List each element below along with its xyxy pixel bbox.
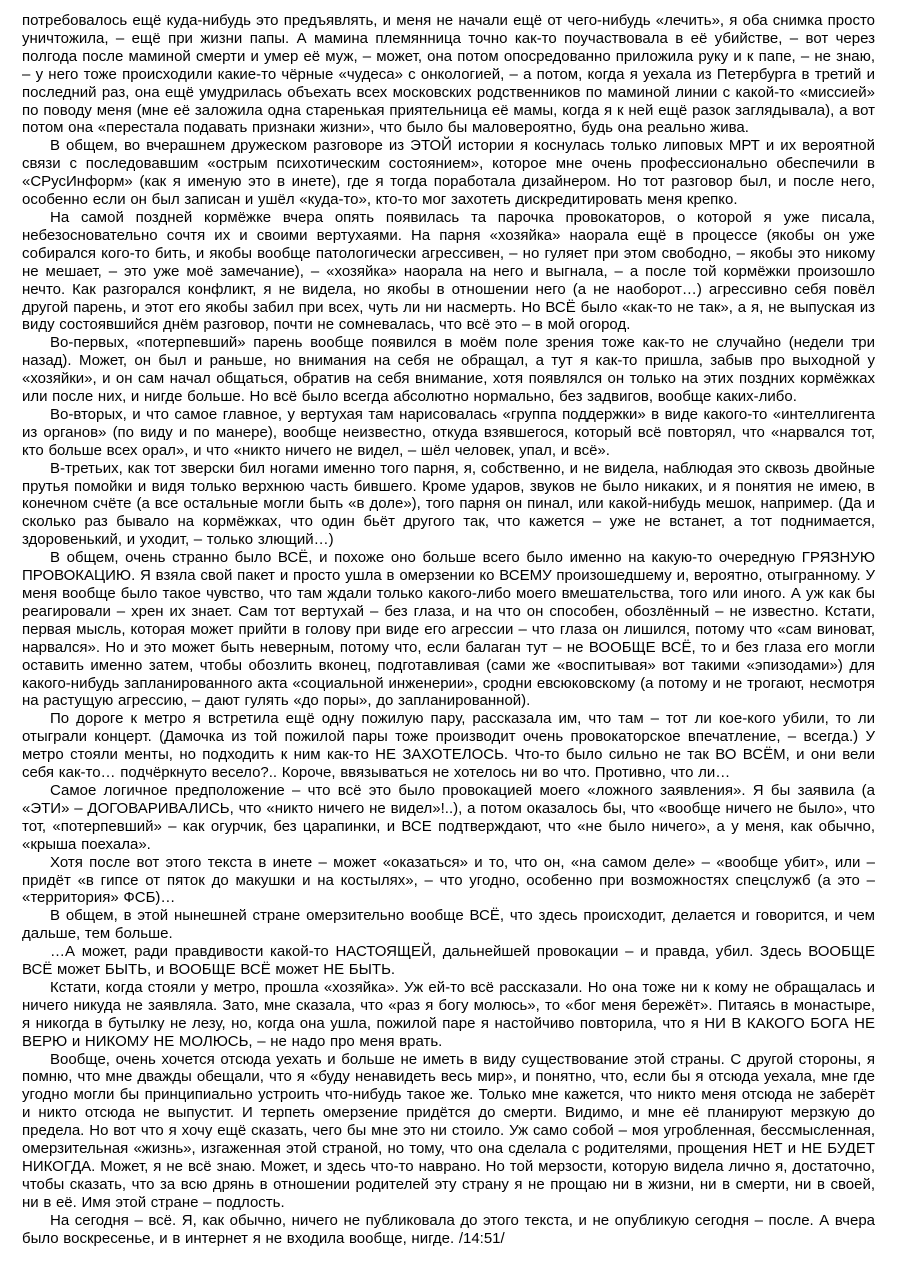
paragraph: В общем, во вчерашнем дружеском разговоре из ЭТОЙ истории я коснулась только липовых МРТ и их вероятной связи с последовавшим «острым психотическим состоянием», которое мне очень профессионально обеспечили в «СРусИнформ» (как я именую это в инете), где я тогда поработала дизайнером. Но тот разговор был, и после него, особенно если он был записан и ушёл «куда-то», кто-то мог захотеть дискредитировать меня крепко. [22, 137, 875, 209]
paragraph: …А может, ради правдивости какой-то НАСТОЯЩЕЙ, дальнейшей провокации – и правда, убил. Здесь ВООБЩЕ ВСЁ может БЫТЬ, и ВООБЩЕ ВСЁ может НЕ БЫТЬ. [22, 943, 875, 979]
paragraph: Вообще, очень хочется отсюда уехать и больше не иметь в виду существование этой страны. С другой стороны, я помню, что мне дважды обещали, что я «буду ненавидеть весь мир», и понятно, что, если бы я отсюда уехала, мне где угодно могли бы принципиально устроить что-нибудь такое же. Только мне кажется, что никто меня отсюда не заберёт и никто отсюда не выпустит. И терпеть омерзение придётся до смерти. Видимо, и мне её планируют мерзкую до предела. Но вот что я хочу ещё сказать, чего бы мне это ни стоило. Уж само собой – моя угробленная, бессмысленная, омерзительная «жизнь», изгаженная этой страной, но тому, что она сделала с родителями, прощения НЕТ и НЕ БУДЕТ НИКОГДА. Может, я не всё знаю. Может, и здесь что-то наврано. Но той мерзости, которую видела лично я, достаточно, чтобы сказать, что за всю дрянь в отношении родителей эту страну я не прощаю ни в жизни, ни в смерти, ни в своей, ни в её. Имя этой стране – подлость. [22, 1050, 875, 1211]
paragraph: Хотя после вот этого текста в инете – может «оказаться» и то, что он, «на самом деле» – «вообще убит», или – придёт «в гипсе от пяток до макушки и на костылях», – что угодно, особенно при возможностях спецслужб (а это – «территория» ФСБ)… [22, 853, 875, 907]
paragraph: По дороге к метро я встретила ещё одну пожилую пару, рассказала им, что там – тот ли кое-кого убили, то ли отыграли концерт. (Дамочка из той пожилой пары тоже производит очень провокаторское впечатление, – всегда.) У метро стояли менты, но подходить к ним как-то НЕ ЗАХОТЕЛОСЬ. Что-то было сильно не так ВО ВСЁМ, и они вели себя как-то… подчёркнуто весело?.. Короче, ввязываться не хотелось ни во что. Противно, что ли… [22, 710, 875, 782]
paragraph: Кстати, когда стояли у метро, прошла «хозяйка». Уж ей-то всё рассказали. Но она тоже ни к кому не обращалась и ничего никуда не заявляла. Зато, мне сказала, что «раз я богу молюсь», то «бог меня бережёт». Питаясь в монастыре, я никогда в бутылку не лезу, но, когда она ушла, пожилой паре я настойчиво повторила, что я НИ В КАКОГО БОГА НЕ ВЕРЮ и НИКОМУ НЕ МОЛЮСЬ, – не надо про меня врать. [22, 978, 875, 1050]
paragraph: В-третьих, как тот зверски бил ногами именно того парня, я, собственно, и не видела, наблюдая это сквозь двойные прутья помойки и видя только верхнюю часть бившего. Кроме ударов, звуков не было никаких, и я понятия не имею, в конечном счёте (а все остальные могли быть «в доле»), того парня он пинал, или какой-нибудь мешок, например. (Да и сколько раз бывало на кормёжках, что один бьёт другого так, что кажется – уже не встанет, а тот поднимается, здоровенький, и уходит, – только злющий…) [22, 459, 875, 549]
paragraph: Самое логичное предположение – что всё это было провокацией моего «ложного заявления». Я бы заявила (а «ЭТИ» – ДОГОВАРИВАЛИСЬ, что «никто ничего не видел»!..), а потом оказалось бы, что «вообще ничего не было», что тот, «потерпевший» – как огурчик, без царапинки, и ВСЕ подтверждают, что «не было ничего», а у меня, как обычно, «крыша поехала». [22, 781, 875, 853]
paragraph: В общем, очень странно было ВСЁ, и похоже оно больше всего было именно на какую-то очередную ГРЯЗНУЮ ПРОВОКАЦИЮ. Я взяла свой пакет и просто ушла в омерзении ко ВСЕМУ произошедшему и, вероятно, отыгранному. У меня вообще было такое чувство, что там ждали только какого-либо моего вмешательства, того или иного. А уж как бы реагировали – хрен их знает. Сам тот вертухай – без глаза, и на что он способен, обозлённый – не известно. Кстати, первая мысль, которая может прийти в голову при виде его агрессии – что глаза он лишился, потому что «сам виноват, нарвался». Но и это может быть неверным, потому что, если балаган тут – не ВООБЩЕ ВСЁ, то и без глаза его могли оставить именно затем, чтобы обозлить вконец, подготавливая (сами же «воспитывая» вот такими «эпизодами») для какого-нибудь запланированного акта «социальной инженерии», сродни евсюковскому (а потому и не трогают, несмотря на растущую агрессию, – дают гулять «до поры», до запланированной). [22, 549, 875, 710]
paragraph: потребовалось ещё куда-нибудь это предъявлять, и меня не начали ещё от чего-нибудь «лечить», я оба снимка просто уничтожила, – ещё при жизни папы. А мамина племянница точно как-то поучаствовала в её убийстве, – вот через полгода после маминой смерти и умер её муж, – может, она потом опосредованно приложила руку и к папе, – не знаю, – у него тоже происходили какие-то чёрные «чудеса» с онкологией, – а потом, когда я уехала из Петербурга в третий и последний раз, она ещё умудрилась объехать всех московских родственников по маминой линии с какой-то «миссией» по поводу меня (мне её заложила одна старенькая приятельница её мамы, когда я к ней ещё разок заглядывала), а вот потом она «перестала подавать признаки жизни», что было бы маловероятно, будь она реально жива. [22, 12, 875, 137]
paragraph: Во-первых, «потерпевший» парень вообще появился в моём поле зрения тоже как-то не случайно (недели три назад). Может, он был и раньше, но внимания на себя не обращал, а тут я как-то пришла, забыв про выходной у «хозяйки», и он сам начал общаться, обратив на себя внимание, хотя появлялся он только на этих поздних кормёжках или после них, и нигде больше. Но всё было всегда абсолютно нормально, без задвигов, вообще каких-либо. [22, 334, 875, 406]
paragraph: На самой поздней кормёжке вчера опять появилась та парочка провокаторов, о которой я уже писала, небезосновательно сочтя их и своими вертухаями. На парня «хозяйка» наорала ещё в процессе (якобы он уже собирался кого-то бить, и якобы вообще патологически агрессивен, – но гуляет при этом свободно, – якобы это никому не мешает, – это уже моё замечание), – «хозяйка» наорала на него и выгнала, – а после той кормёжки произошло нечто. Как разгорался конфликт, я не видела, но якобы в отношении него (а не наоборот…) агрессивно себя повёл другой парень, и этот его якобы забил при всех, чуть ли ни насмерть. Но ВСЁ было «как-то не так», а я, не выпуская из виду состоявшийся днём разговор, почти не сомневалась, что всё это – в мой огород. [22, 208, 875, 334]
paragraph: Во-вторых, и что самое главное, у вертухая там нарисовалась «группа поддержки» в виде какого-то «интеллигента из органов» (по виду и по манере), вообще неизвестно, откуда взявшегося, который всё повторял, что «нарвался тот, кто больше всех орал», и что «никто ничего не видел, – шёл человек, упал, и всё». [22, 405, 875, 459]
paragraph-final: На сегодня – всё. Я, как обычно, ничего не публиковала до этого текста, и не опубликую сегодня – после. А вчера было воскресенье, и в интернет я не входила вообще, нигде. /14:51/ [22, 1211, 875, 1247]
paragraph: В общем, в этой нынешней стране омерзительно вообще ВСЁ, что здесь происходит, делается и говорится, и чем дальше, тем больше. [22, 907, 875, 943]
